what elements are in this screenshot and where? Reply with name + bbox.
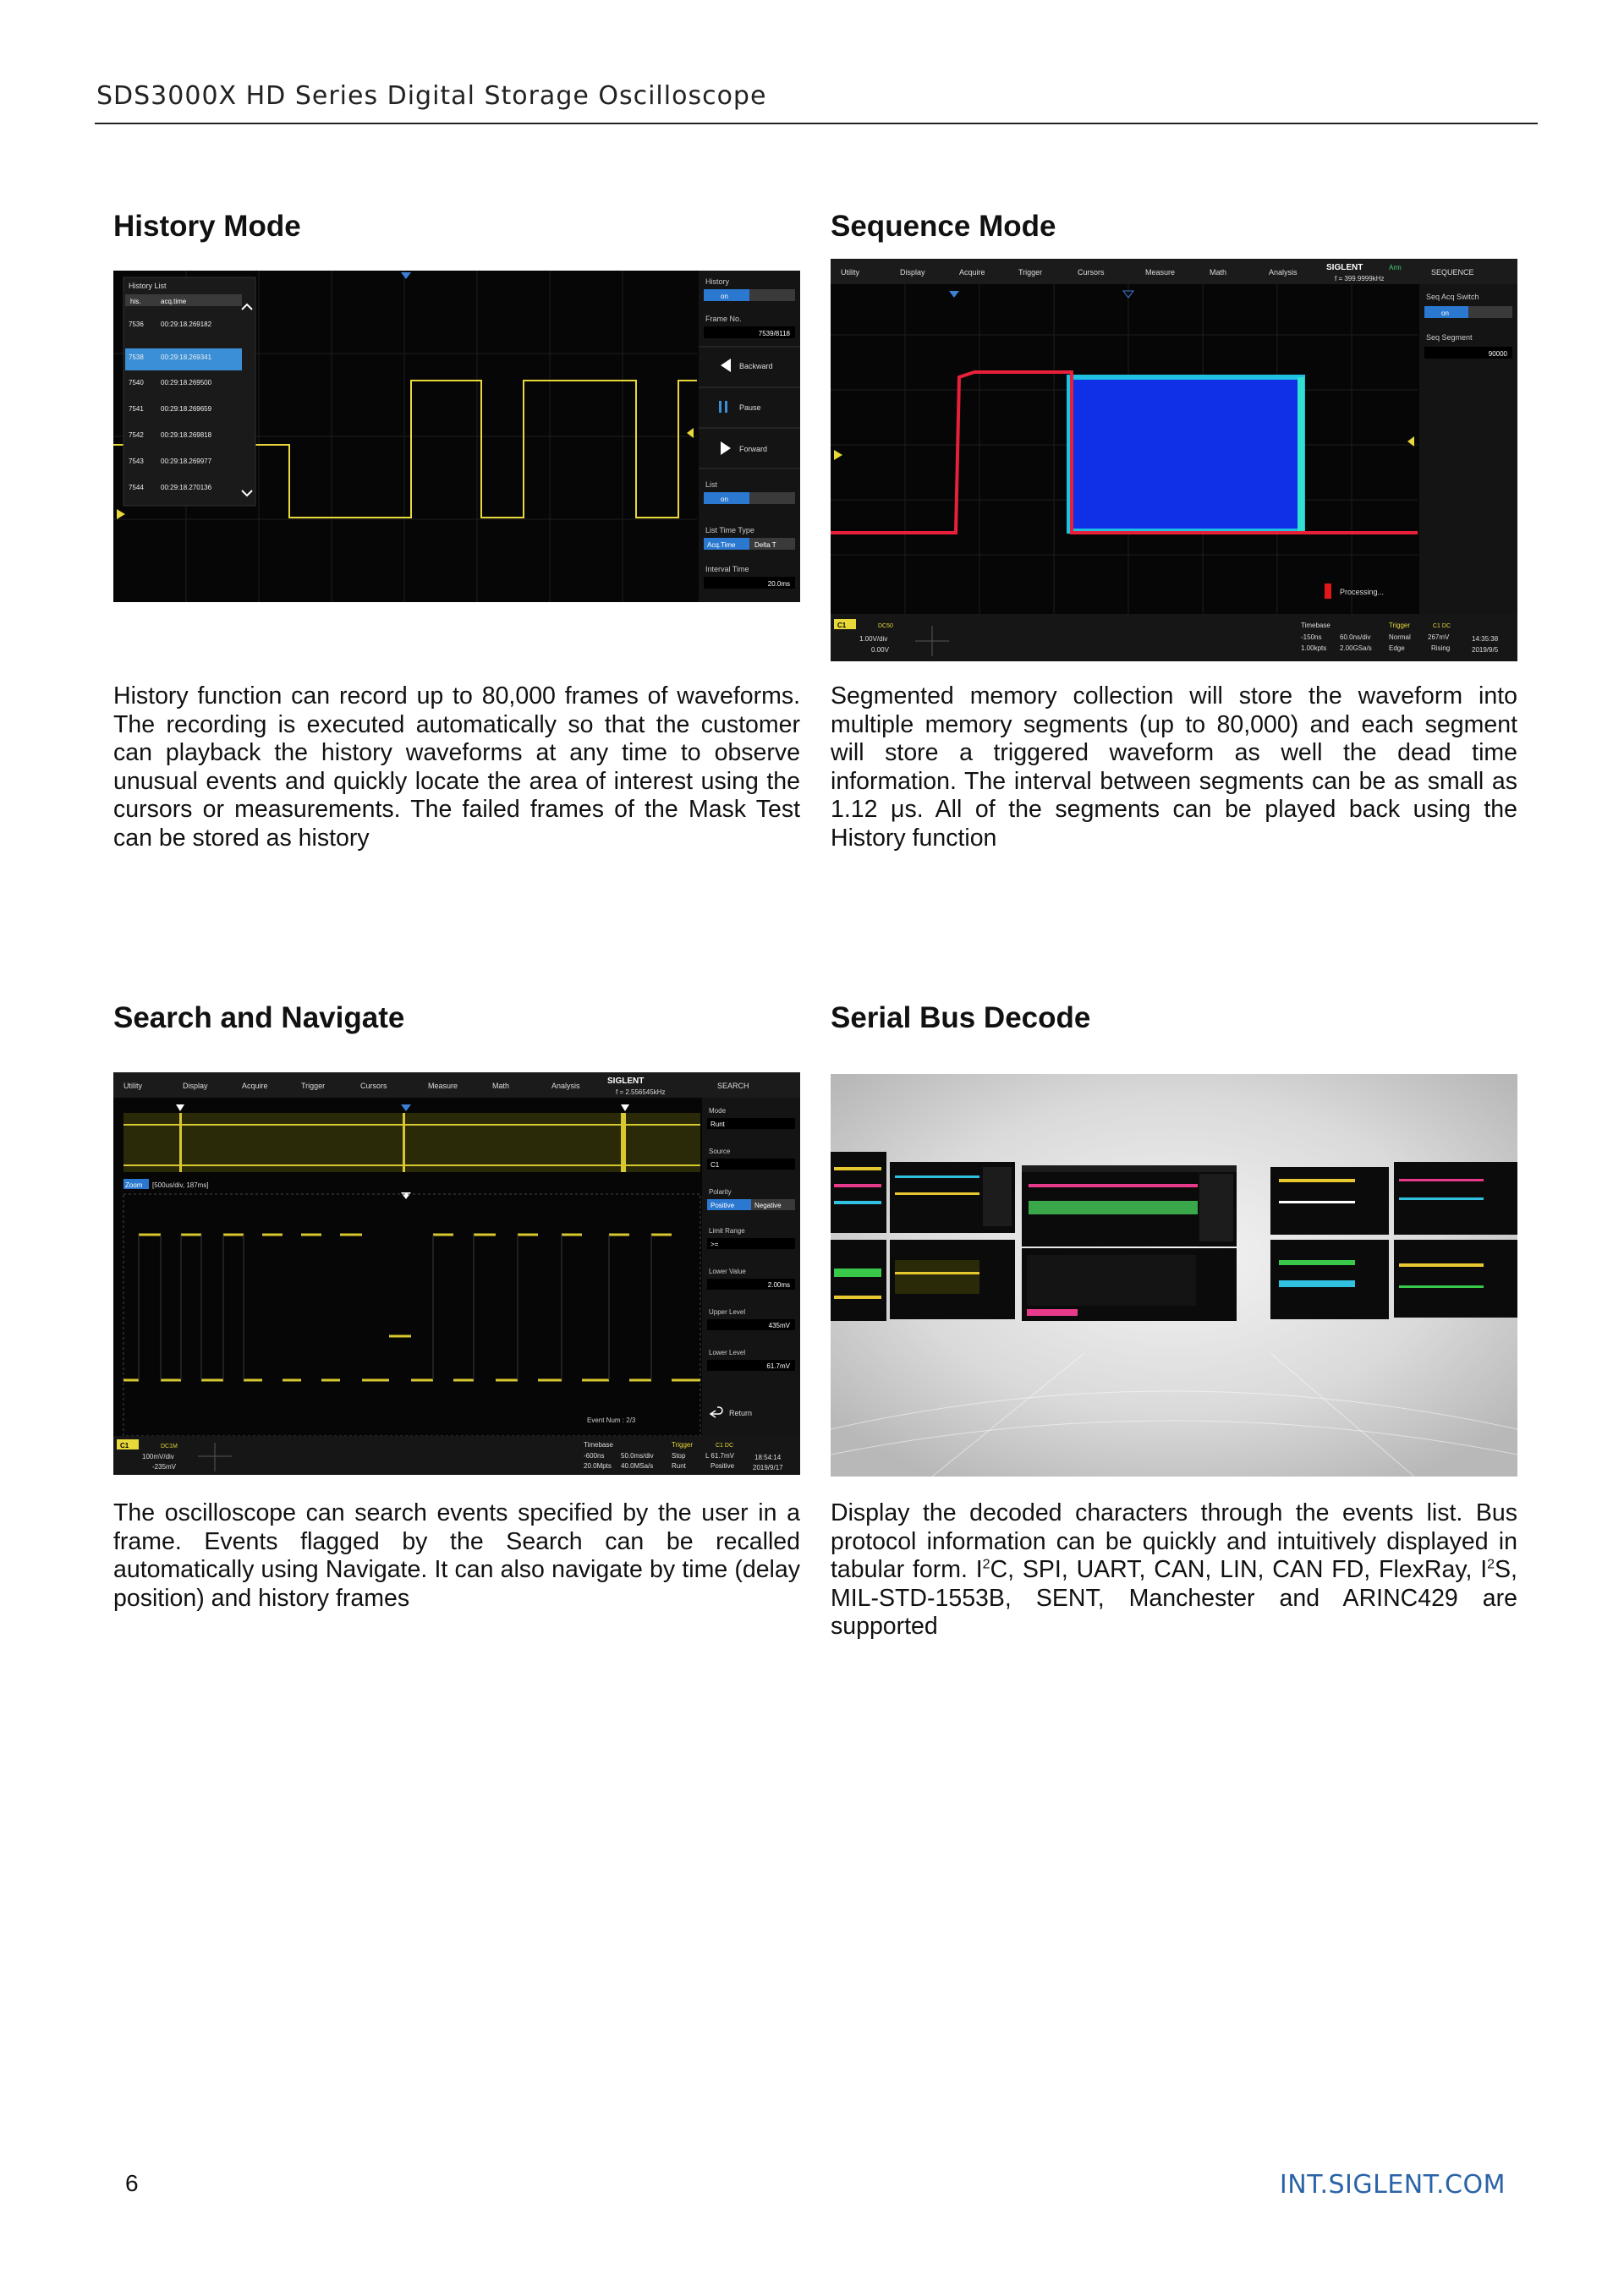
svg-text:Trigger: Trigger: [672, 1441, 694, 1449]
svg-text:Event Num : 2/3: Event Num : 2/3: [587, 1417, 636, 1424]
svg-text:Zoom: Zoom: [125, 1181, 143, 1189]
svg-text:Lower Level: Lower Level: [709, 1349, 746, 1356]
svg-text:Backward: Backward: [739, 362, 773, 370]
svg-text:267mV: 267mV: [1428, 633, 1450, 641]
svg-text:SIGLENT: SIGLENT: [1326, 263, 1363, 272]
svg-text:Analysis: Analysis: [1269, 268, 1298, 277]
svg-text:00:29:18.269659: 00:29:18.269659: [161, 405, 212, 413]
svg-text:Display: Display: [900, 268, 925, 277]
svg-text:7543: 7543: [129, 458, 144, 465]
svg-text:Runt: Runt: [710, 1121, 725, 1128]
svg-text:7540: 7540: [129, 379, 144, 386]
sequence-mode-heading: Sequence Mode: [831, 210, 1056, 243]
svg-text:Runt: Runt: [672, 1462, 686, 1470]
history-list-panel: [123, 277, 255, 506]
history-menu-panel: [699, 271, 800, 602]
svg-text:Acquire: Acquire: [242, 1082, 268, 1090]
svg-text:Positive: Positive: [710, 1462, 735, 1470]
svg-text:Utility: Utility: [123, 1082, 142, 1090]
svg-text:List: List: [705, 480, 718, 489]
svg-text:on: on: [1441, 310, 1449, 317]
svg-text:>=: >=: [710, 1241, 719, 1248]
svg-text:Mode: Mode: [709, 1107, 727, 1115]
svg-text:20.0ms: 20.0ms: [767, 580, 790, 588]
svg-text:0.00V: 0.00V: [871, 646, 889, 654]
svg-text:7544: 7544: [129, 484, 144, 491]
serial-bus-decode-description: Display the decoded characters through the events list. Bus protocol information can be quickly and intuitively displayed in tabular form. $I^2C$, SPI, UART, CAN, LIN, CAN FD, FlexRay, $I^2S$, MIL-STD-1553B, SENT, Manchester and ARINC429 are supported: [831, 1499, 1517, 1640]
svg-text:1.00kpts: 1.00kpts: [1301, 644, 1327, 652]
serial-bus-decode-image: [831, 1074, 1517, 1477]
svg-text:00:29:18.269341: 00:29:18.269341: [161, 353, 212, 361]
svg-text:Acq.Time: Acq.Time: [707, 541, 736, 549]
svg-text:acq.time: acq.time: [161, 298, 187, 305]
history-mode-heading: History Mode: [113, 210, 301, 243]
svg-text:40.0MSa/s: 40.0MSa/s: [621, 1462, 654, 1470]
svg-text:History: History: [705, 277, 730, 286]
svg-text:SEQUENCE: SEQUENCE: [1431, 268, 1474, 277]
document-header-title: SDS3000X HD Series Digital Storage Oscilloscope: [96, 81, 767, 111]
search-navigate-screenshot: [113, 1072, 800, 1475]
svg-text:Frame No.: Frame No.: [705, 315, 742, 323]
svg-text:Negative: Negative: [754, 1202, 782, 1209]
svg-text:Return: Return: [729, 1409, 753, 1417]
svg-text:Seq Acq Switch: Seq Acq Switch: [1426, 293, 1479, 301]
svg-text:435mV: 435mV: [768, 1322, 790, 1329]
svg-text:7541: 7541: [129, 405, 144, 413]
svg-text:-600ns: -600ns: [584, 1452, 605, 1460]
svg-text:00:29:18.269977: 00:29:18.269977: [161, 458, 212, 465]
svg-text:61.7mV: 61.7mV: [766, 1362, 790, 1370]
svg-text:Lower Value: Lower Value: [709, 1268, 746, 1275]
processing-indicator-icon: [1325, 584, 1331, 599]
svg-text:Measure: Measure: [1145, 268, 1176, 277]
history-list-title: History List: [129, 282, 167, 290]
svg-text:2.00GSa/s: 2.00GSa/s: [1340, 644, 1372, 652]
svg-text:Seq Segment: Seq Segment: [1426, 333, 1473, 342]
svg-text:Stop: Stop: [672, 1452, 686, 1460]
svg-text:Forward: Forward: [739, 445, 768, 453]
svg-text:f = 2.556545kHz: f = 2.556545kHz: [616, 1088, 666, 1096]
svg-text:Interval Time: Interval Time: [705, 565, 749, 573]
svg-text:7536: 7536: [129, 321, 144, 328]
svg-text:50.0ms/div: 50.0ms/div: [621, 1452, 654, 1460]
sequence-mode-description: Segmented memory collection will store the waveform into multiple memory segments (up to 80,000) and each segment will store a triggered waveform as well the dead time information. The interval between segments can be as small as 1.12 μs. All of the segments can be played back using the History function: [831, 682, 1517, 852]
svg-text:Cursors: Cursors: [1078, 268, 1105, 277]
history-mode-description: History function can record up to 80,000 frames of waveforms. The recording is executed automatically so that the customer can playback the history waveforms at any time to observe unusual events and quickly locate the area of interest using the cursors or measurements. The failed frames of the Mask Test can be stored as history: [113, 682, 800, 852]
svg-text:Trigger: Trigger: [1389, 622, 1411, 629]
svg-text:Measure: Measure: [428, 1082, 458, 1090]
svg-text:Rising: Rising: [1431, 644, 1451, 652]
website-link[interactable]: INT.SIGLENT.COM: [1279, 2170, 1506, 2200]
svg-text:2019/9/5: 2019/9/5: [1472, 646, 1499, 654]
svg-text:Math: Math: [492, 1082, 510, 1090]
history-mode-screenshot: [113, 271, 800, 602]
search-navigate-description: The oscilloscope can search events specified by the user in a frame. Events flagged by the Search can be recalled automatically using Navigate. It can also navigate by time (delay position) and history frames: [113, 1499, 800, 1612]
svg-text:2.00ms: 2.00ms: [767, 1281, 790, 1289]
svg-text:on: on: [721, 496, 728, 503]
header-divider: [95, 123, 1538, 124]
svg-text:C1 DC: C1 DC: [1433, 623, 1451, 629]
svg-text:DC1M: DC1M: [161, 1444, 178, 1449]
svg-text:-235mV: -235mV: [152, 1463, 177, 1471]
svg-text:Math: Math: [1210, 268, 1227, 277]
svg-text:f = 399.9999kHz: f = 399.9999kHz: [1335, 275, 1385, 282]
svg-text:Edge: Edge: [1389, 644, 1405, 652]
page-number: 6: [125, 2170, 139, 2196]
svg-text:1.00V/div: 1.00V/div: [859, 635, 888, 643]
svg-text:Delta T: Delta T: [754, 541, 776, 549]
svg-text:Utility: Utility: [841, 268, 859, 277]
svg-text:14:35:38: 14:35:38: [1472, 635, 1499, 643]
svg-text:7538: 7538: [129, 353, 144, 361]
svg-text:Positive: Positive: [710, 1202, 735, 1209]
svg-text:on: on: [721, 293, 728, 300]
svg-text:2019/9/17: 2019/9/17: [753, 1464, 783, 1471]
svg-text:Timebase: Timebase: [1301, 622, 1330, 629]
svg-text:Cursors: Cursors: [360, 1082, 387, 1090]
svg-text:00:29:18.269818: 00:29:18.269818: [161, 431, 212, 439]
svg-text:Trigger: Trigger: [301, 1082, 326, 1090]
svg-text:L 61.7mV: L 61.7mV: [705, 1452, 734, 1460]
svg-text:100mV/div: 100mV/div: [142, 1453, 174, 1460]
svg-text:Display: Display: [183, 1082, 208, 1090]
svg-text:18:54:14: 18:54:14: [754, 1454, 782, 1461]
persistence-waveform-block: [1069, 377, 1303, 531]
svg-text:00:29:18.270136: 00:29:18.270136: [161, 484, 212, 491]
sequence-mode-screenshot: [831, 259, 1517, 661]
svg-text:his.: his.: [130, 298, 141, 305]
search-navigate-heading: Search and Navigate: [113, 1001, 405, 1034]
svg-text:90000: 90000: [1488, 350, 1507, 358]
svg-text:-150ns: -150ns: [1301, 633, 1322, 641]
svg-text:Normal: Normal: [1389, 633, 1411, 641]
svg-text:Source: Source: [709, 1148, 731, 1155]
svg-text:C1: C1: [120, 1442, 129, 1449]
svg-text:[500us/div, 187ms]: [500us/div, 187ms]: [152, 1181, 209, 1189]
svg-text:Acquire: Acquire: [959, 268, 985, 277]
svg-text:20.0Mpts: 20.0Mpts: [584, 1462, 612, 1470]
svg-text:7542: 7542: [129, 431, 144, 439]
svg-text:SIGLENT: SIGLENT: [607, 1077, 645, 1086]
svg-text:00:29:18.269182: 00:29:18.269182: [161, 321, 212, 328]
svg-text:SEARCH: SEARCH: [717, 1082, 749, 1090]
svg-text:Polarity: Polarity: [709, 1188, 732, 1196]
svg-text:Pause: Pause: [739, 403, 761, 412]
svg-text:60.0ns/div: 60.0ns/div: [1340, 633, 1371, 641]
svg-text:C1: C1: [837, 622, 847, 629]
svg-text:7539/8118: 7539/8118: [758, 330, 790, 337]
serial-bus-decode-heading: Serial Bus Decode: [831, 1001, 1091, 1034]
svg-text:Analysis: Analysis: [551, 1082, 580, 1090]
svg-text:00:29:18.269500: 00:29:18.269500: [161, 379, 212, 386]
svg-text:Limit Range: Limit Range: [709, 1227, 745, 1235]
svg-text:C1: C1: [710, 1161, 720, 1169]
pause-icon: [719, 401, 721, 413]
svg-text:List Time Type: List Time Type: [705, 526, 754, 534]
svg-text:Trigger: Trigger: [1018, 268, 1043, 277]
svg-text:Timebase: Timebase: [584, 1441, 613, 1449]
svg-text:Processing...: Processing...: [1340, 588, 1385, 596]
svg-text:Arm: Arm: [1389, 264, 1402, 271]
svg-text:C1 DC: C1 DC: [716, 1443, 734, 1449]
svg-text:DC50: DC50: [878, 623, 893, 629]
svg-text:Upper Level: Upper Level: [709, 1308, 746, 1316]
